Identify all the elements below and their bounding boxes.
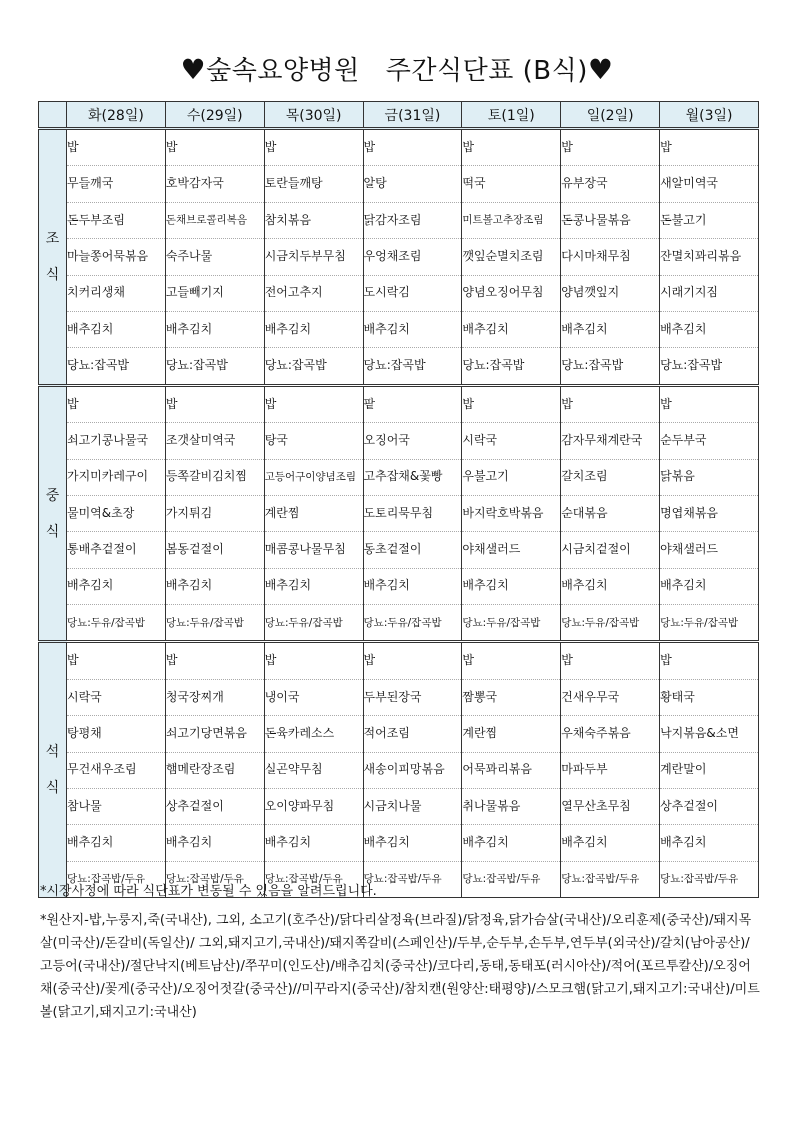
menu-item: 당뇨:두유/잡곡밥 — [67, 616, 146, 629]
meal-label-char: 식 — [45, 523, 60, 540]
menu-item: 밥 — [265, 643, 363, 679]
menu-item: 마늘쫑어묵볶음 — [67, 239, 165, 275]
menu-item: 당뇨:잡곡밥/두유 — [462, 873, 541, 886]
menu-item: 밥 — [364, 130, 462, 166]
meal-section — [39, 129, 759, 386]
menu-item: 배추김치 — [561, 312, 659, 348]
menu-item: 돈채브로콜리복음 — [166, 203, 264, 239]
menu-item: 당뇨:잡곡밥/두유 — [264, 873, 343, 886]
menu-item: 시금치나물 — [364, 789, 462, 825]
menu-item: 배추김치 — [462, 569, 560, 605]
menu-item: 당뇨:잡곡밥/두유 — [363, 873, 442, 886]
day-header: 목(30일) — [264, 102, 363, 129]
menu-item: 쇠고기콩나물국 — [67, 423, 165, 459]
menu-item: 밥 — [462, 387, 560, 423]
day-meal-cell — [264, 129, 363, 386]
menu-item: 배추김치 — [166, 825, 264, 861]
menu-item: 유부장국 — [561, 166, 659, 202]
menu-item: 봄동겉절이 — [166, 532, 264, 568]
menu-item: 배추김치 — [364, 312, 462, 348]
day-header: 월(3일) — [660, 102, 759, 129]
menu-item: 적어조림 — [364, 716, 462, 752]
meal-section — [39, 642, 759, 898]
menu-item: 냉이국 — [265, 680, 363, 716]
menu-item: 상추겉절이 — [166, 789, 264, 825]
menu-item: 시락국 — [67, 680, 165, 716]
menu-item: 밥 — [265, 387, 363, 423]
menu-item: 짬뽕국 — [462, 680, 560, 716]
meal-label — [39, 642, 67, 898]
menu-item: 갈치조림 — [561, 460, 659, 496]
menu-item: 시금치두부무침 — [265, 239, 363, 275]
menu-item: 당뇨:두유/잡곡밥 — [462, 616, 541, 629]
day-meal-cell — [363, 385, 462, 642]
menu-item: 상추겉절이 — [660, 789, 758, 825]
menu-item: 닭볶음 — [660, 460, 758, 496]
menu-item: 계란말이 — [660, 753, 758, 789]
menu-item: 고추잡채&꽃빵 — [364, 460, 462, 496]
day-meal-cell — [462, 129, 561, 386]
menu-item: 참치볶음 — [265, 203, 363, 239]
menu-item: 당뇨:잡곡밥 — [67, 358, 130, 373]
day-meal-cell — [67, 385, 166, 642]
menu-item: 두부된장국 — [364, 680, 462, 716]
menu-item: 밥 — [660, 130, 758, 166]
menu-item: 당뇨:잡곡밥/두유 — [165, 873, 244, 886]
menu-item: 배추김치 — [265, 569, 363, 605]
day-header-row — [39, 102, 759, 129]
menu-item: 닭감자조림 — [364, 203, 462, 239]
day-meal-cell — [660, 129, 759, 386]
menu-item: 배추김치 — [561, 569, 659, 605]
menu-item: 시락국 — [462, 423, 560, 459]
day-meal-cell — [561, 385, 660, 642]
menu-item: 당뇨:잡곡밥 — [363, 358, 426, 373]
menu-item: 무건새우조림 — [67, 753, 165, 789]
menu-item: 햄메란장조림 — [166, 753, 264, 789]
menu-item: 감자무채계란국 — [561, 423, 659, 459]
menu-item: 당뇨:잡곡밥 — [165, 358, 228, 373]
menu-item: 당뇨:잡곡밥 — [264, 358, 327, 373]
menu-item: 배추김치 — [462, 312, 560, 348]
menu-item: 우채숙주볶음 — [561, 716, 659, 752]
title-menu-label: 주간식단표 (B식) — [385, 56, 588, 86]
menu-item: 밥 — [660, 643, 758, 679]
day-meal-cell — [363, 129, 462, 386]
menu-item: 계란찜 — [462, 716, 560, 752]
menu-item: 배추김치 — [265, 312, 363, 348]
day-meal-cell — [462, 642, 561, 898]
menu-item: 참나물 — [67, 789, 165, 825]
menu-item: 호박감자국 — [166, 166, 264, 202]
menu-item: 당뇨:두유/잡곡밥 — [363, 616, 442, 629]
menu-item: 전어고추지 — [265, 276, 363, 312]
menu-item: 취나물볶음 — [462, 789, 560, 825]
menu-item: 동초겉절이 — [364, 532, 462, 568]
menu-item: 밥 — [561, 643, 659, 679]
origin-notice: *원산지-밥,누룽지,죽(국내산), 그외, 소고기(호주산)/닭다리살정육(브라질)/닭정육,닭가슴살(국내산)/오리훈제(중국산)/돼지목살(미국산)/돈갈비(독일산)/ 그외,돼지고기,국내산)/돼지쪽갈비(스페인산)/두부,순두부,손두부,연두부(외국산)/갈치(남아공산)/고등어(국내산)/절단낙지(베트남산)/쭈꾸미(인도산)/배추김치(중국산)/코다리,동태,동태포(러시아산)/적어(포르투칼산)/오징어채(중국산)/꽃게(중국산)/오징어젓갈(중국산)//미꾸라지(중국산)/참치캔(원양산:태평양)/스모크햄(닭고기,돼지고기:국내산)/미트볼(닭고기,돼지고기:국내산) — [40, 913, 760, 1020]
day-header: 금(31일) — [363, 102, 462, 129]
menu-item: 밥 — [166, 130, 264, 166]
day-meal-cell — [165, 642, 264, 898]
menu-item: 도토리묵무침 — [364, 496, 462, 532]
meal-section — [39, 385, 759, 642]
day-meal-cell — [264, 385, 363, 642]
menu-item: 건새우무국 — [561, 680, 659, 716]
menu-item: 청국장찌개 — [166, 680, 264, 716]
menu-item: 밥 — [462, 130, 560, 166]
menu-item: 밥 — [67, 387, 165, 423]
day-meal-cell — [561, 642, 660, 898]
day-meal-cell — [660, 642, 759, 898]
menu-item: 밥 — [462, 643, 560, 679]
meal-label-char: 석 — [45, 744, 60, 761]
day-header: 화(28일) — [67, 102, 166, 129]
menu-item: 돈불고기 — [660, 203, 758, 239]
menu-item: 새송이피망볶음 — [364, 753, 462, 789]
menu-item: 당뇨:두유/잡곡밥 — [264, 616, 343, 629]
day-meal-cell — [67, 642, 166, 898]
day-meal-cell — [165, 385, 264, 642]
menu-item: 시래기지짐 — [660, 276, 758, 312]
menu-item: 통배추겉절이 — [67, 532, 165, 568]
menu-item: 당뇨:잡곡밥/두유 — [67, 873, 146, 886]
meal-label — [39, 385, 67, 642]
meal-label-char: 중 — [45, 487, 60, 504]
menu-item: 조갯살미역국 — [166, 423, 264, 459]
menu-item: 실곤약무침 — [265, 753, 363, 789]
menu-item: 미트볼고추장조림 — [462, 203, 560, 239]
menu-item: 무들깨국 — [67, 166, 165, 202]
menu-item: 잔멸치꽈리볶음 — [660, 239, 758, 275]
day-meal-cell — [67, 129, 166, 386]
menu-item: 밥 — [561, 130, 659, 166]
day-header: 일(2일) — [561, 102, 660, 129]
menu-item: 깻잎순멸치조림 — [462, 239, 560, 275]
menu-item: 당뇨:두유/잡곡밥 — [561, 616, 640, 629]
menu-item: 돈콩나물볶음 — [561, 203, 659, 239]
menu-item: 당뇨:잡곡밥/두유 — [561, 873, 640, 886]
menu-item: 가지튀김 — [166, 496, 264, 532]
menu-item: 순대볶음 — [561, 496, 659, 532]
menu-item: 치커리생채 — [67, 276, 165, 312]
menu-item: 떡국 — [462, 166, 560, 202]
menu-item: 오이양파무침 — [265, 789, 363, 825]
day-meal-cell — [561, 129, 660, 386]
menu-item: 탕평채 — [67, 716, 165, 752]
menu-item: 당뇨:잡곡밥 — [462, 358, 525, 373]
menu-item: 배추김치 — [67, 312, 165, 348]
day-meal-cell — [462, 385, 561, 642]
header-corner — [39, 102, 67, 129]
menu-item: 밥 — [67, 130, 165, 166]
menu-item: 밥 — [166, 643, 264, 679]
heart-icon: ♥ — [587, 53, 614, 86]
menu-item: 당뇨:잡곡밥/두유 — [660, 873, 739, 886]
menu-item: 배추김치 — [660, 825, 758, 861]
menu-item: 우엉채조림 — [364, 239, 462, 275]
weekly-menu-table — [38, 101, 759, 898]
menu-item: 명엽채볶음 — [660, 496, 758, 532]
menu-item: 밥 — [265, 130, 363, 166]
menu-item: 배추김치 — [462, 825, 560, 861]
menu-item: 배추김치 — [67, 569, 165, 605]
menu-item: 어묵꽈리볶음 — [462, 753, 560, 789]
menu-item: 배추김치 — [660, 569, 758, 605]
menu-item: 등쪽갈비김치찜 — [166, 460, 264, 496]
menu-item: 돈두부조림 — [67, 203, 165, 239]
menu-item: 당뇨:두유/잡곡밥 — [660, 616, 739, 629]
menu-item: 알탕 — [364, 166, 462, 202]
day-meal-cell — [660, 385, 759, 642]
menu-item: 배추김치 — [561, 825, 659, 861]
menu-item: 당뇨:잡곡밥 — [660, 358, 723, 373]
page-title — [0, 50, 794, 87]
menu-item: 도시락김 — [364, 276, 462, 312]
menu-item: 숙주나물 — [166, 239, 264, 275]
menu-item: 밥 — [166, 387, 264, 423]
menu-item: 계란찜 — [265, 496, 363, 532]
menu-item: 고등어구이양념조림 — [265, 460, 363, 496]
market-notice: *시장사정에 따라 식단표가 변동될 수 있음을 알려드립니다. — [40, 884, 377, 899]
menu-item: 양념깻잎지 — [561, 276, 659, 312]
menu-item: 배추김치 — [166, 569, 264, 605]
menu-item: 쇠고기당면볶음 — [166, 716, 264, 752]
menu-item: 당뇨:잡곡밥 — [561, 358, 624, 373]
menu-item: 야채샐러드 — [660, 532, 758, 568]
menu-item: 열무산초무침 — [561, 789, 659, 825]
day-meal-cell — [165, 129, 264, 386]
meal-label-char: 식 — [45, 266, 60, 283]
menu-item: 토란들깨탕 — [265, 166, 363, 202]
menu-item: 순두부국 — [660, 423, 758, 459]
menu-item: 배추김치 — [265, 825, 363, 861]
menu-item: 다시마채무침 — [561, 239, 659, 275]
menu-item: 오징어국 — [364, 423, 462, 459]
menu-item: 밥 — [561, 387, 659, 423]
heart-icon: ♥ — [180, 53, 207, 86]
menu-item: 배추김치 — [166, 312, 264, 348]
day-meal-cell — [363, 642, 462, 898]
menu-item: 마파두부 — [561, 753, 659, 789]
menu-item: 밥 — [67, 643, 165, 679]
menu-item: 탕국 — [265, 423, 363, 459]
menu-item: 우불고기 — [462, 460, 560, 496]
meal-label-char: 조 — [45, 230, 60, 247]
menu-item: 배추김치 — [67, 825, 165, 861]
menu-item: 양념오징어무침 — [462, 276, 560, 312]
menu-item: 팥 — [364, 387, 462, 423]
menu-item: 매콤콩나물무침 — [265, 532, 363, 568]
menu-item: 밥 — [660, 387, 758, 423]
menu-item: 밥 — [364, 643, 462, 679]
menu-item: 고들빼기지 — [166, 276, 264, 312]
menu-item: 배추김치 — [364, 569, 462, 605]
menu-item: 시금치겉절이 — [561, 532, 659, 568]
day-meal-cell — [264, 642, 363, 898]
menu-item: 새알미역국 — [660, 166, 758, 202]
menu-item: 돈육카레소스 — [265, 716, 363, 752]
menu-item: 황태국 — [660, 680, 758, 716]
meal-label — [39, 129, 67, 386]
menu-item: 배추김치 — [364, 825, 462, 861]
notes — [40, 880, 760, 1030]
menu-item: 바지락호박볶음 — [462, 496, 560, 532]
meal-label-char: 식 — [45, 780, 60, 797]
menu-item: 야채샐러드 — [462, 532, 560, 568]
menu-item: 낙지볶음&소면 — [660, 716, 758, 752]
day-header: 수(29일) — [165, 102, 264, 129]
menu-item: 물미역&초장 — [67, 496, 165, 532]
menu-item: 당뇨:두유/잡곡밥 — [165, 616, 244, 629]
menu-item: 가지미카레구이 — [67, 460, 165, 496]
day-header: 토(1일) — [462, 102, 561, 129]
title-hospital-name: 숲속요양병원 — [206, 56, 360, 86]
menu-item: 배추김치 — [660, 312, 758, 348]
